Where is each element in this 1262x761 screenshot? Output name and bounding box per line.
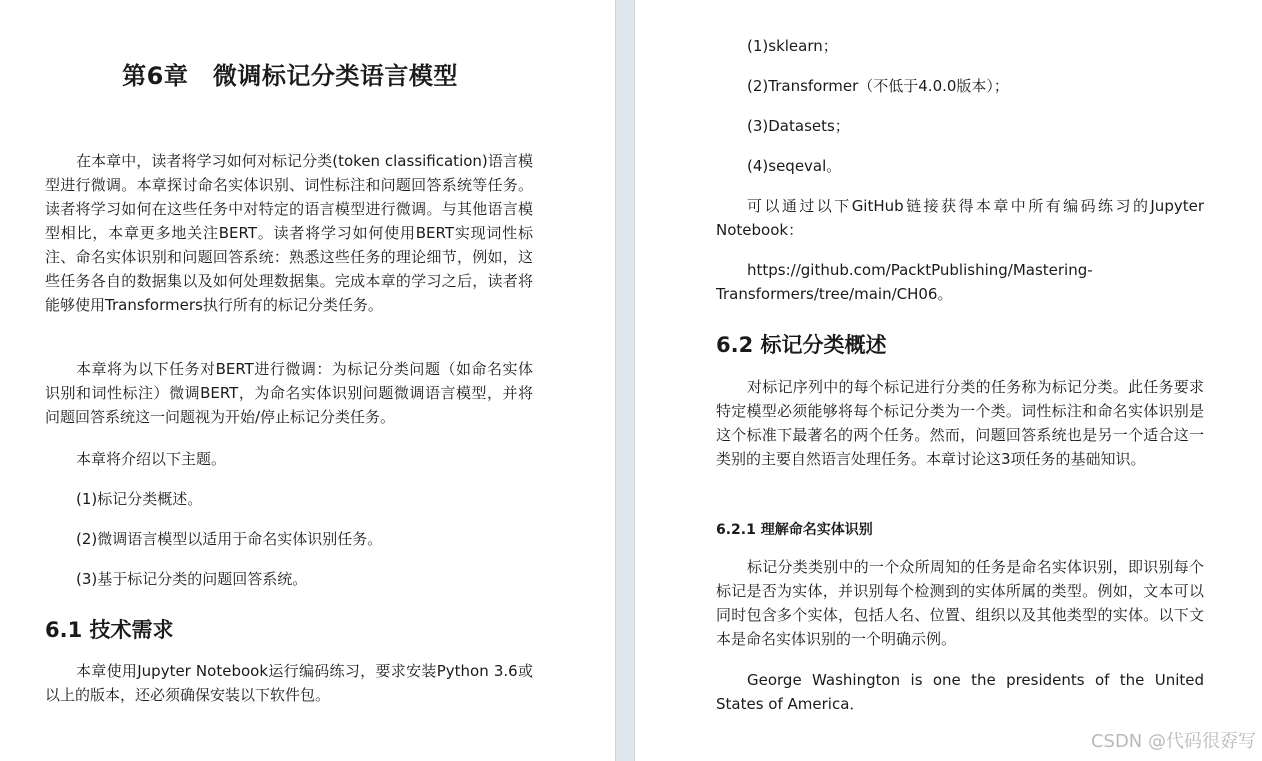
topic-item: (2)微调语言模型以适用于命名实体识别任务。 [76,530,383,548]
watermark: CSDN @代码很孬写 [1090,731,1256,752]
section-6-1-heading: 6.1 技术需求 [45,618,174,642]
package-item: (3)Datasets； [747,117,850,135]
package-item: (1)sklearn； [747,37,838,55]
intro-paragraph: 在本章中，读者将学习如何对标记分类(token classification)语言模型进行微调。本章探讨命名实体识别、词性标注和问题回答系统等任务。读者将学习如何在这些任务中对特定的语言模型进行微调。与其他语言模型相比，本章更多地关注BERT。读者将学习如何使用BERT实现词性标注、命名实体识别和问题回答系统：熟悉这些任务的理论细节，例如，这些任务各自的数据集以及如何处理数据集。完成本章的学习之后，读者将能够使用Transformers执行所有的标记分类任务。 [45,152,533,314]
topic-item: (3)基于标记分类的问题回答系统。 [76,570,308,588]
section-6-2-heading: 6.2 标记分类概述 [716,333,887,357]
left-page [0,0,615,761]
github-paragraph: 可以通过以下GitHub链接获得本章中所有编码练习的Jupyter Notebook： [716,197,1204,239]
page-gutter [615,0,635,761]
right-page [635,0,1262,761]
tasks-paragraph: 本章将为以下任务对BERT进行微调：为标记分类问题（如命名实体识别和词性标注）微调BERT，为命名实体识别问题微调语言模型，并将问题回答系统这一问题视为开始/停止标记分类任务。 [45,360,533,426]
topic-item: (1)标记分类概述。 [76,490,203,508]
topics-intro: 本章将介绍以下主题。 [76,450,227,468]
example-sentence: George Washington is one the presidents of the United States of America． [716,671,1204,713]
chapter-title: 第6章 微调标记分类语言模型 [122,62,458,90]
section-6-2-paragraph: 对标记序列中的每个标记进行分类的任务称为标记分类。此任务要求特定模型必须能够将每个标记分类为一个类。词性标注和命名实体识别是这个标准下最著名的两个任务。然而，问题回答系统也是另一个适合这一类别的主要自然语言处理任务。本章讨论这3项任务的基础知识。 [716,378,1204,468]
section-6-2-1-heading: 6.2.1 理解命名实体识别 [716,522,873,538]
github-link[interactable]: https://github.com/PacktPublishing/Mastering-Transformers/tree/main/CH06。 [716,261,1093,303]
package-item: (4)seqeval。 [747,157,842,175]
section-6-2-1-paragraph: 标记分类类别中的一个众所周知的任务是命名实体识别，即识别每个标记是否为实体，并识别每个检测到的实体所属的类型。例如，文本可以同时包含多个实体，包括人名、位置、组织以及其他类型的实体。以下文本是命名实体识别的一个明确示例。 [716,558,1204,648]
section-6-1-paragraph: 本章使用Jupyter Notebook运行编码练习，要求安装Python 3.6或以上的版本，还必须确保安装以下软件包。 [45,662,533,704]
package-item: (2)Transformer（不低于4.0.0版本）； [747,77,1009,95]
